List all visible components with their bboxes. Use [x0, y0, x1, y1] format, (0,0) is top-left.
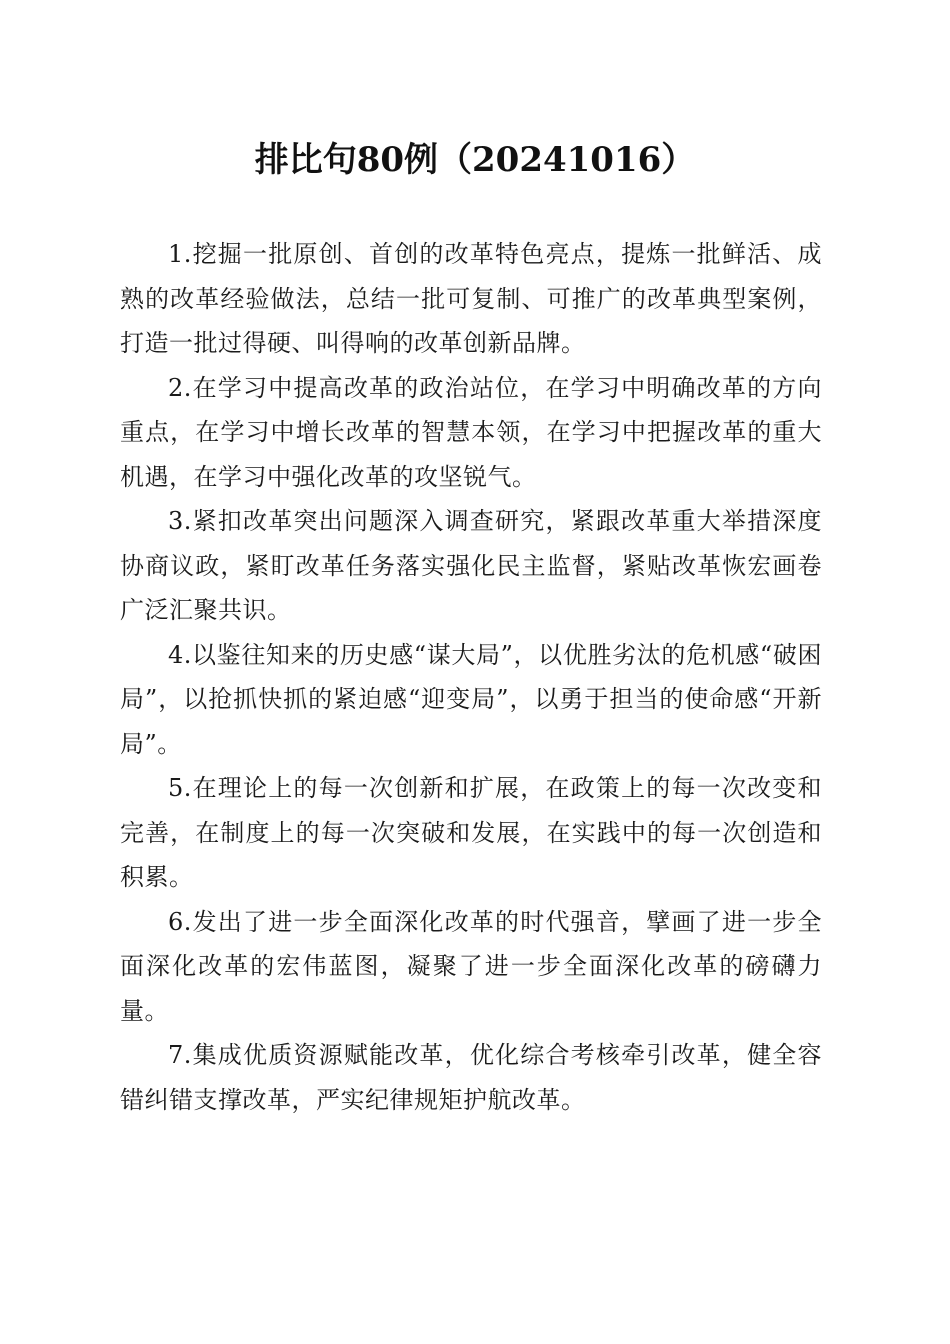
paragraph-6: 6.发出了进一步全面深化改革的时代强音，擘画了进一步全面深化改革的宏伟蓝图，凝聚了进一步全面深化改革的磅礴力量。 [120, 907, 822, 1025]
document-body [120, 232, 822, 1122]
document-title: 排比句80例（20241016） [254, 140, 696, 180]
paragraph-4: 4.以鉴往知来的历史感“谋大局”，以优胜劣汰的危机感“破困局”，以抢抓快抓的紧迫感“迎变局”，以勇于担当的使命感“开新局”。 [120, 640, 822, 758]
paragraph-7: 7.集成优质资源赋能改革，优化综合考核牵引改革，健全容错纠错支撑改革，严实纪律规矩护航改革。 [120, 1041, 822, 1114]
paragraph-3: 3.紧扣改革突出问题深入调查研究，紧跟改革重大举措深度协商议政，紧盯改革任务落实强化民主监督，紧贴改革恢宏画卷广泛汇聚共识。 [120, 507, 822, 624]
paragraph-2: 2.在学习中提高改革的政治站位，在学习中明确改革的方向重点，在学习中增长改革的智慧本领，在学习中把握改革的重大机遇，在学习中强化改革的攻坚锐气。 [120, 373, 822, 491]
paragraph-5: 5.在理论上的每一次创新和扩展，在政策上的每一次改变和完善，在制度上的每一次突破和发展，在实践中的每一次创造和积累。 [120, 774, 822, 891]
paragraph-1: 1.挖掘一批原创、首创的改革特色亮点，提炼一批鲜活、成熟的改革经验做法，总结一批可复制、可推广的改革典型案例，打造一批过得硬、叫得响的改革创新品牌。 [120, 240, 822, 357]
